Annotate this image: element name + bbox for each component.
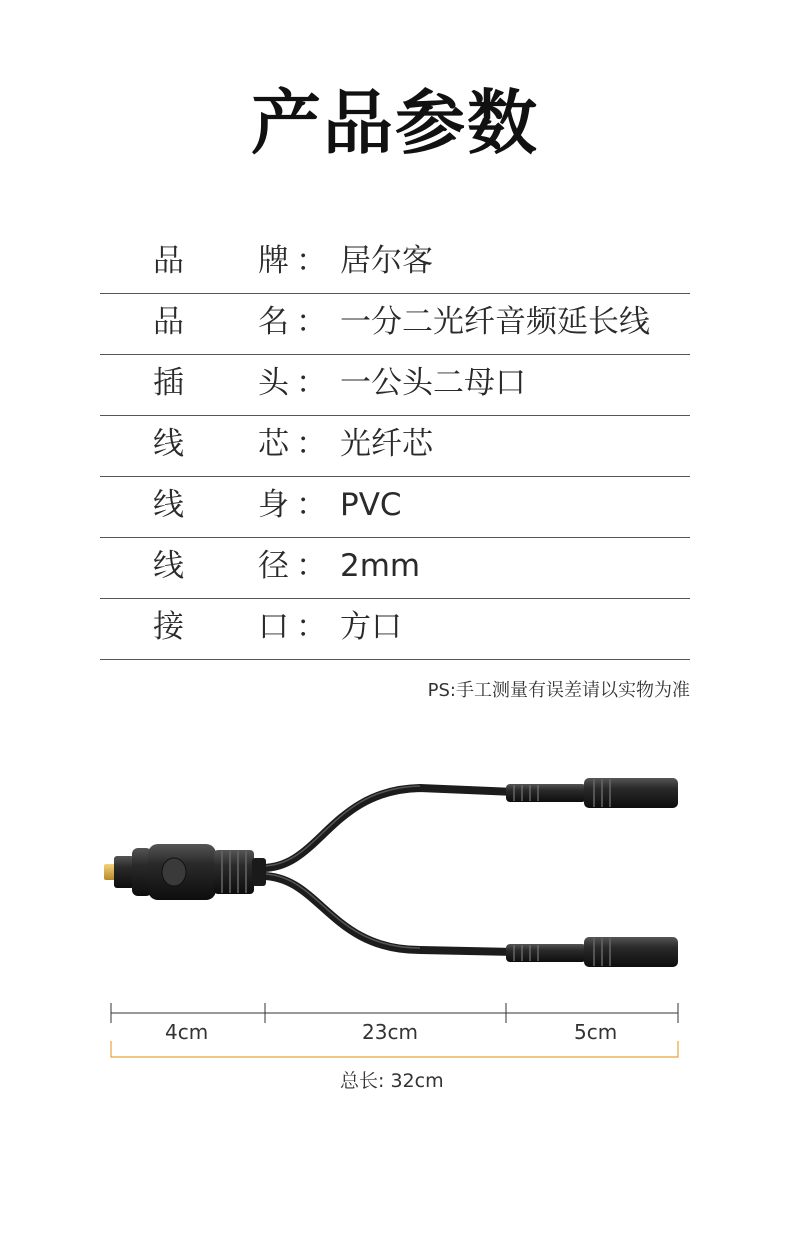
spec-value: 光纤芯 (340, 426, 433, 462)
spec-row-name (100, 294, 690, 355)
spec-colon: ： (296, 243, 327, 279)
segment-length-plug: 4cm (165, 1020, 209, 1044)
segment-length-cable: 23cm (362, 1020, 418, 1044)
spec-label-char-1: 品 (153, 243, 184, 279)
spec-label-char-2: 牌 (258, 243, 289, 279)
spec-colon: ： (296, 304, 327, 340)
spec-value: 一分二光纤音频延长线 (340, 304, 650, 340)
spec-label-char-2: 口 (258, 609, 289, 645)
spec-label-char-1: 插 (153, 365, 184, 401)
female-jack-lower (506, 937, 678, 967)
cable-upper (262, 788, 515, 868)
spec-value: PVC (340, 487, 402, 523)
spec-label-char-1: 接 (153, 609, 184, 645)
male-plug (104, 844, 266, 900)
spec-row-jacket (100, 477, 690, 538)
spec-row-diameter (100, 538, 690, 599)
total-length-label: 总长: 32cm (340, 1070, 444, 1092)
measurement-note: PS:手工测量有误差请以实物为准 (427, 680, 690, 701)
spec-row-brand (100, 233, 690, 294)
spec-colon: ： (296, 365, 327, 401)
spec-value: 一公头二母口 (340, 365, 526, 401)
spec-value: 居尔客 (340, 243, 433, 279)
spec-colon: ： (296, 548, 327, 584)
spec-row-core (100, 416, 690, 477)
spec-colon: ： (296, 426, 327, 462)
cable-illustration (0, 740, 790, 990)
spec-label-char-2: 径 (258, 548, 289, 584)
segment-length-jack: 5cm (574, 1020, 618, 1044)
spec-label-char-1: 线 (153, 487, 184, 523)
spec-table (100, 233, 690, 660)
spec-label-char-1: 线 (153, 426, 184, 462)
page-title: 产品参数 (251, 82, 539, 164)
spec-label-char-2: 芯 (258, 426, 289, 462)
spec-value: 2mm (340, 548, 421, 584)
spec-value: 方口 (340, 609, 402, 645)
spec-label-char-1: 品 (153, 304, 184, 340)
female-jack-upper (506, 778, 678, 808)
spec-label-char-2: 头 (258, 365, 289, 401)
spec-colon: ： (296, 487, 327, 523)
spec-label-char-2: 名 (258, 304, 289, 340)
spec-row-plug (100, 355, 690, 416)
spec-row-interface (100, 599, 690, 660)
spec-label-char-2: 身 (258, 487, 289, 523)
spec-colon: ： (296, 609, 327, 645)
spec-label-char-1: 线 (153, 548, 184, 584)
